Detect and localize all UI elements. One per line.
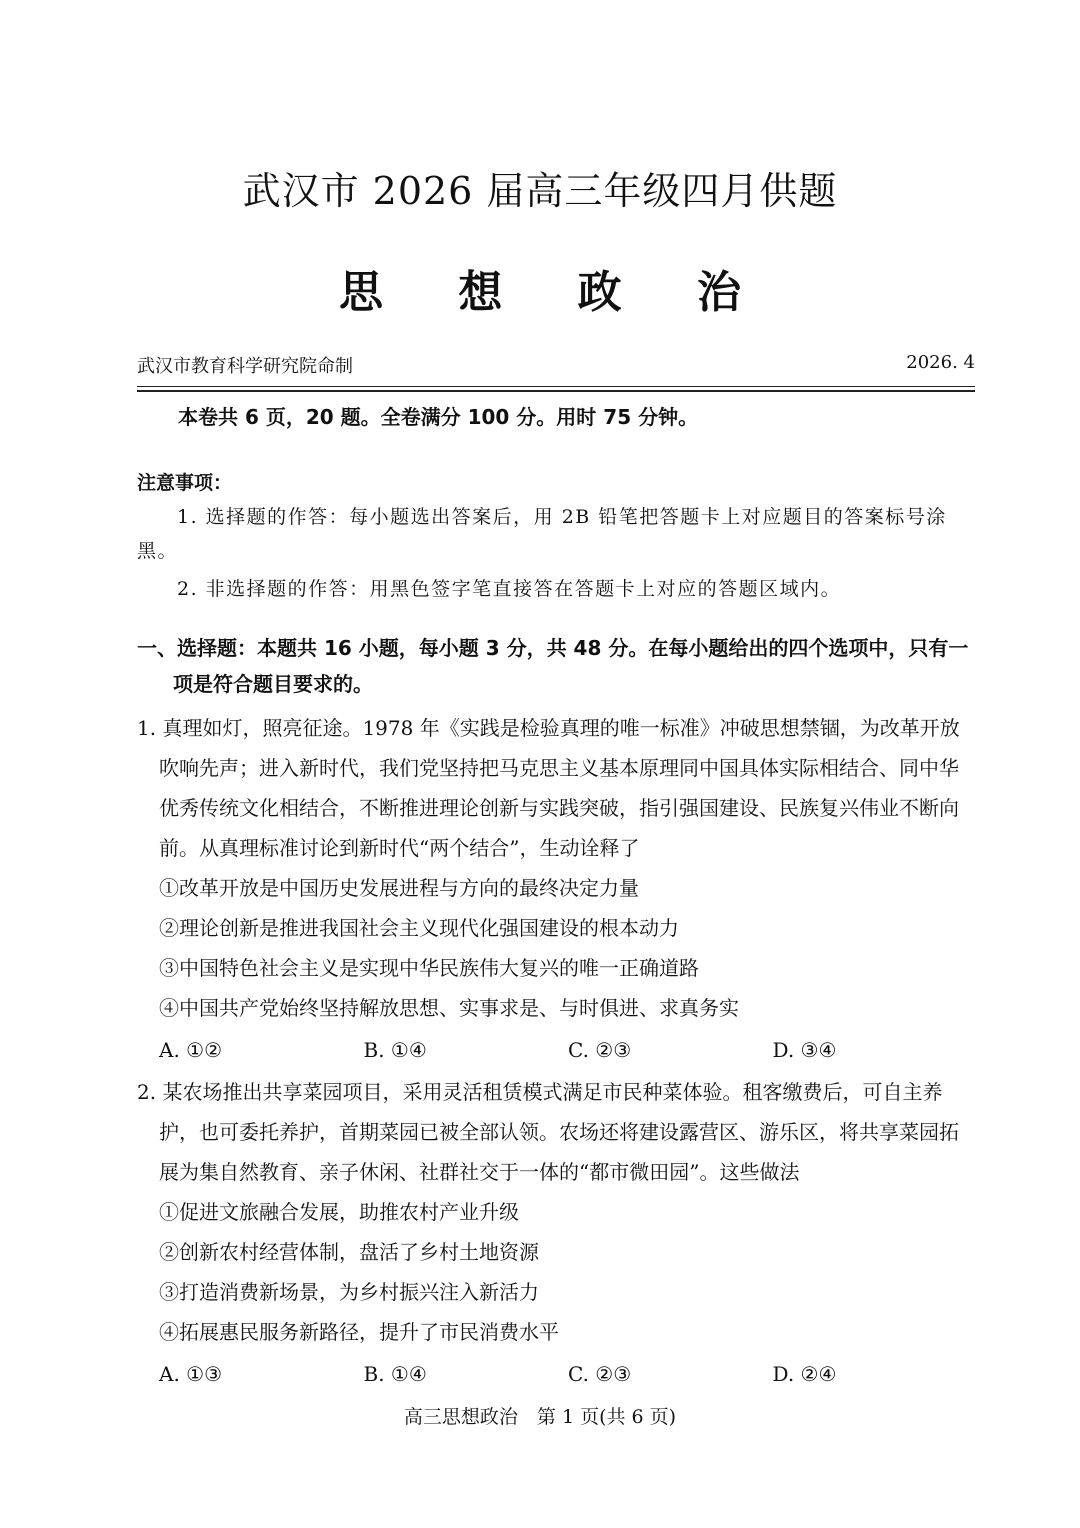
choice-a: A. ①② xyxy=(159,1038,223,1062)
notice-item: 2. 非选择题的作答：用黑色签字笔直接答在答题卡上对应的答题区域内。 xyxy=(177,578,842,600)
choice-a: A. ①③ xyxy=(159,1362,223,1386)
choice-b: B. ①④ xyxy=(363,1362,427,1386)
question-2 xyxy=(137,1072,977,1394)
meta-row xyxy=(137,352,975,382)
subject-title: 思 想 政 治 xyxy=(339,267,771,318)
issuer: 武汉市教育科学研究院命制 xyxy=(137,356,353,377)
statement: ③中国特色社会主义是实现中华民族伟大复兴的唯一正确道路 xyxy=(159,956,699,980)
header-rule-thick xyxy=(137,390,975,392)
notice-heading: 注意事项： xyxy=(137,472,233,494)
statement-list xyxy=(137,1192,977,1352)
notice-item: 1. 选择题的作答：每小题选出答案后，用 2B 铅笔把答题卡上对应题目的答案标号涂黑。 xyxy=(137,506,947,562)
statement: ①改革开放是中国历史发展进程与方向的最终决定力量 xyxy=(159,876,639,900)
section-heading: 一、选择题：本题共 16 小题，每小题 3 分，共 48 分。在每小题给出的四个选项中，只有一项是符合题目要求的。 xyxy=(137,636,969,696)
choice-d: D. ③④ xyxy=(772,1038,837,1062)
statement: ①促进文旅融合发展，助推农村产业升级 xyxy=(159,1200,519,1224)
question-stem: 1. 真理如灯，照亮征途。1978 年《实践是检验真理的唯一标准》冲破思想禁锢，为改革开放吹响先声；进入新时代，我们党坚持把马克思主义基本原理同中国具体实际相结合、同中华优秀传统文化相结合，不断推进理论创新与实践突破，指引强国建设、民族复兴伟业不断向前。从真理标准讨论到新时代“两个结合”，生动诠释了 xyxy=(137,716,960,860)
choice-d: D. ②④ xyxy=(772,1362,837,1386)
choice-row xyxy=(137,1030,977,1070)
statement: ④拓展惠民服务新路径，提升了市民消费水平 xyxy=(159,1320,559,1344)
header-rule-thin xyxy=(137,386,975,387)
question-stem: 2. 某农场推出共享菜园项目，采用灵活租赁模式满足市民种菜体验。租客缴费后，可自主养护，也可委托养护，首期菜园已被全部认领。农场还将建设露营区、游乐区，将共享菜园拓展为集自然教育、亲子休闲、社群社交于一体的“都市微田园”。这些做法 xyxy=(137,1080,959,1184)
statement: ②理论创新是推进我国社会主义现代化强国建设的根本动力 xyxy=(159,916,679,940)
exam-summary: 本卷共 6 页，20 题。全卷满分 100 分。用时 75 分钟。 xyxy=(178,405,699,429)
exam-date: 2026. 4 xyxy=(906,352,975,373)
statement: ②创新农村经营体制，盘活了乡村土地资源 xyxy=(159,1240,539,1264)
choice-b: B. ①④ xyxy=(363,1038,427,1062)
page-footer: 高三思想政治 第 1 页(共 6 页) xyxy=(403,1406,677,1428)
notice-list xyxy=(137,500,975,610)
choice-c: C. ②③ xyxy=(568,1362,632,1386)
statement: ③打造消费新场景，为乡村振兴注入新活力 xyxy=(159,1280,539,1304)
choice-c: C. ②③ xyxy=(568,1038,632,1062)
exam-title: 武汉市 2026 届高三年级四月供题 xyxy=(242,169,838,213)
statement: ④中国共产党始终坚持解放思想、实事求是、与时俱进、求真务实 xyxy=(159,996,739,1020)
question-1 xyxy=(137,708,977,1070)
statement-list xyxy=(137,868,977,1028)
choice-row xyxy=(137,1354,977,1394)
